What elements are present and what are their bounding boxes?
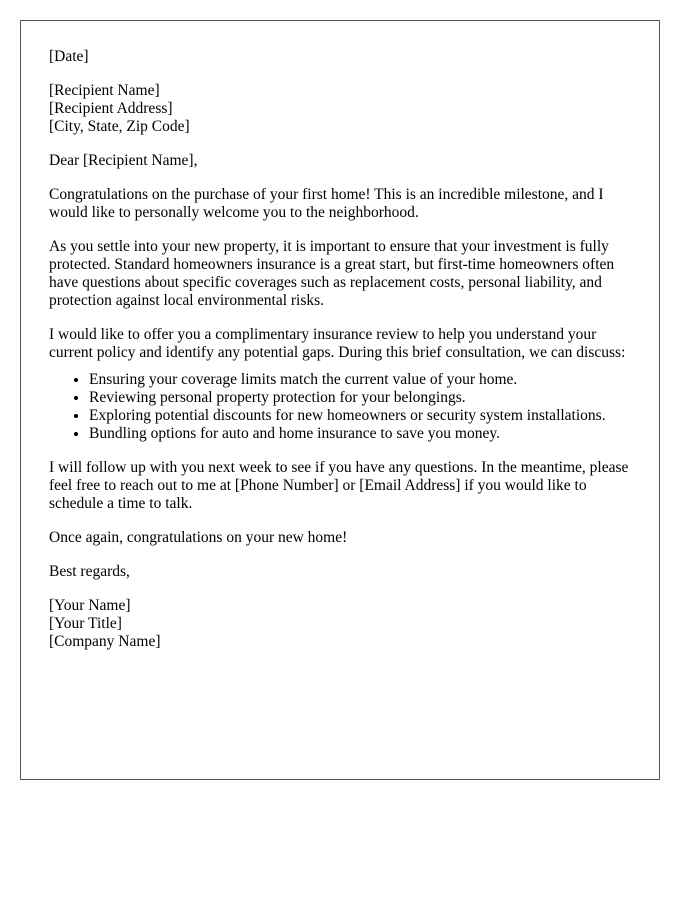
list-item: • Exploring potential discounts for new homeowners or security system installations. bbox=[89, 407, 631, 425]
paragraph-protection: As you settle into your new property, it is important to ensure that your investment is fully protected. Standard homeowners insurance is a great start, but first-time homeowners often have questions about specific coverages such as replacement costs, personal liability, and protection against local environmental risks. bbox=[49, 238, 615, 309]
sender-company: [Company Name] bbox=[49, 633, 161, 650]
paragraph-follow-up: I will follow up with you next week to see if you have any questions. In the meantime, please feel free to reach out to me at [Phone Number] or [Email Address] if you would like to schedule a time to talk. bbox=[49, 459, 629, 512]
sender-title: [Your Title] bbox=[49, 615, 122, 632]
salutation: Dear [Recipient Name], bbox=[49, 152, 198, 169]
sender-name: [Your Name] bbox=[49, 597, 131, 614]
closing-line: Once again, congratulations on your new home! bbox=[49, 529, 348, 546]
sign-off: Best regards, bbox=[49, 563, 130, 580]
recipient-name: [Recipient Name] bbox=[49, 82, 160, 99]
letter-date: [Date] bbox=[49, 48, 89, 65]
sender-block bbox=[49, 597, 631, 651]
list-item: • Ensuring your coverage limits match the current value of your home. bbox=[89, 371, 631, 389]
recipient-block bbox=[49, 82, 631, 136]
discussion-points-list bbox=[49, 371, 631, 443]
recipient-address: [Recipient Address] bbox=[49, 100, 173, 117]
list-item: • Bundling options for auto and home insurance to save you money. bbox=[89, 425, 631, 443]
paragraph-review-offer: I would like to offer you a complimentary insurance review to help you understand your current policy and identify any potential gaps. During this brief consultation, we can discuss: bbox=[49, 326, 626, 361]
letter-container bbox=[20, 20, 660, 780]
paragraph-congratulations: Congratulations on the purchase of your first home! This is an incredible milestone, and I would like to personally welcome you to the neighborhood. bbox=[49, 186, 604, 221]
recipient-city-state-zip: [City, State, Zip Code] bbox=[49, 118, 190, 135]
list-item: • Reviewing personal property protection for your belongings. bbox=[89, 389, 631, 407]
